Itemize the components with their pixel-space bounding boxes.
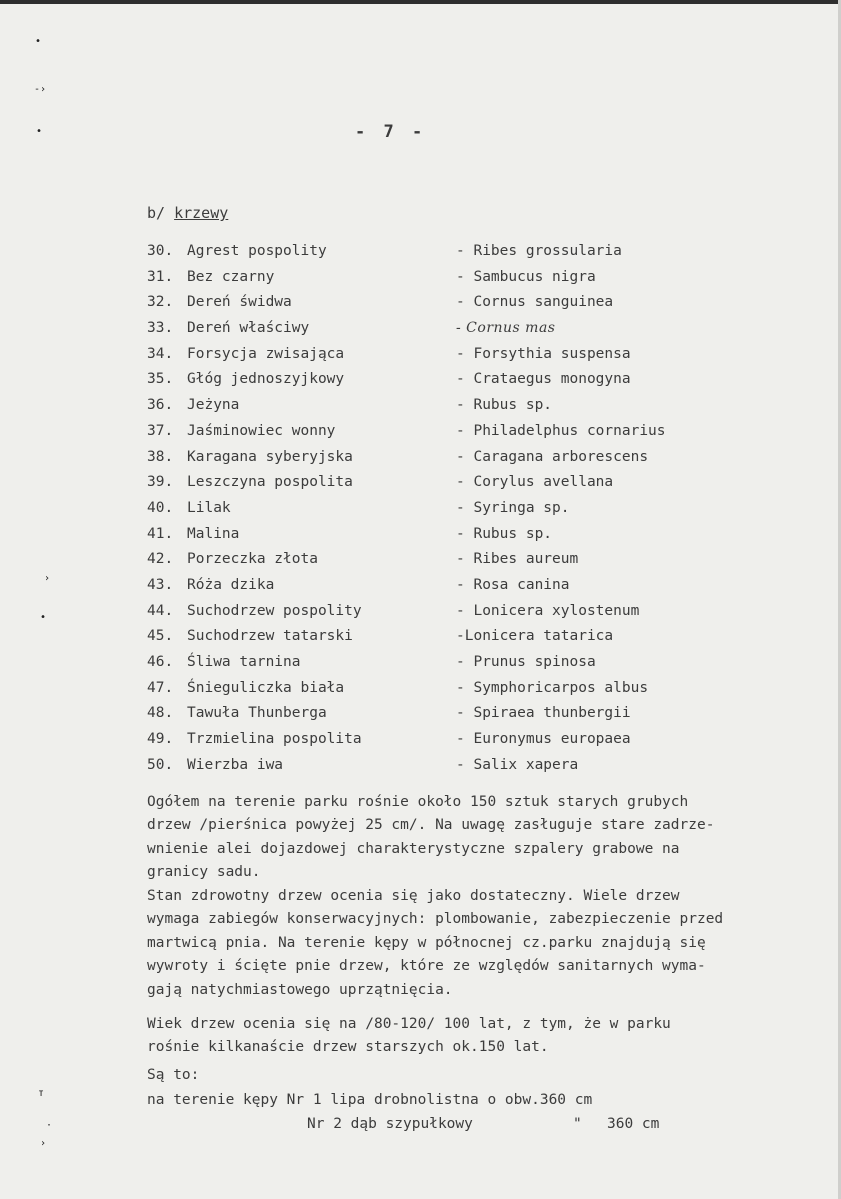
shrub-latin-name: - Crataegus monogyna	[456, 371, 631, 388]
shrub-latin-name: - Syringa sp.	[456, 499, 570, 516]
shrub-polish-name: Wierzba iwa	[187, 756, 284, 773]
paragraph-health	[147, 885, 827, 1002]
shrub-number: 35.	[147, 371, 174, 388]
binding-hole-mark: •	[36, 126, 43, 137]
shrub-polish-name: Dereń świdwa	[187, 294, 292, 311]
paragraph-these-are	[147, 1064, 827, 1087]
shrub-number: 48.	[147, 705, 174, 722]
shrub-polish-name: Głóg jednoszyjkowy	[187, 371, 345, 388]
paragraph-line: Stan zdrowotny drzew ocenia się jako dostateczny. Wiele drzew	[147, 888, 680, 904]
shrub-row	[147, 320, 747, 346]
shrub-row	[147, 526, 747, 552]
shrub-number: 31.	[147, 268, 174, 285]
binding-hole-mark: ·	[46, 1120, 53, 1131]
paragraph-line: rośnie kilkanaście drzew starszych ok.150 lat.	[147, 1039, 549, 1056]
shrub-latin-name: - Rubus sp.	[456, 397, 553, 414]
paragraph-line: drzew /pierśnica powyżej 25 cm/. Na uwagę zasługuje stare zadrze-	[147, 817, 715, 834]
section-prefix: b/	[147, 204, 166, 222]
paragraph-line: wymaga zabiegów konserwacyjnych: plombowanie, zabezpieczenie przed	[147, 911, 724, 928]
binding-hole-mark: т	[38, 1088, 45, 1099]
paragraph-line: wnienie alei dojazdowej charakterystyczne szpalery grabowe na	[147, 840, 680, 857]
shrub-number: 42.	[147, 551, 174, 568]
shrub-latin-name: - Symphoricarpos albus	[456, 679, 649, 696]
shrub-row	[147, 654, 747, 680]
shrub-polish-name: Porzeczka złota	[187, 551, 318, 568]
shrub-latin-name-handwritten: - Cornus mas	[456, 320, 556, 337]
shrub-polish-name: Śnieguliczka biała	[187, 679, 345, 696]
shrub-latin-name: -Lonicera tatarica	[456, 628, 614, 645]
shrub-number: 33.	[147, 320, 174, 337]
shrub-polish-name: Tawuła Thunberga	[187, 705, 327, 722]
tree-line-1: na terenie kępy Nr 1 lipa drobnolistna o obw.360 cm	[147, 1092, 593, 1108]
shrub-number: 32.	[147, 294, 174, 311]
shrub-latin-name: - Cornus sanguinea	[456, 294, 614, 311]
shrub-number: 36.	[147, 397, 174, 414]
shrub-polish-name: Lilak	[187, 499, 231, 516]
shrub-row	[147, 243, 747, 269]
shrub-number: 46.	[147, 654, 174, 670]
shrub-number: 45.	[147, 628, 174, 645]
shrub-polish-name: Śliwa tarnina	[187, 654, 301, 670]
shrub-polish-name: Suchodrzew pospolity	[187, 602, 362, 619]
shrub-row	[147, 603, 747, 629]
shrub-latin-name: - Rubus sp.	[456, 525, 553, 542]
tree-line-2	[307, 1116, 660, 1132]
paragraph-line: Ogółem na terenie parku rośnie około 150 sztuk starych grubych	[147, 794, 689, 810]
shrub-polish-name: Agrest pospolity	[187, 243, 327, 259]
old-trees-list	[147, 1092, 660, 1132]
paragraph-line: Są to:	[147, 1067, 200, 1083]
paragraph-line: Wiek drzew ocenia się na /80-120/ 100 lat, z tym, że w parku	[147, 1016, 671, 1032]
shrub-latin-name: - Ribes aureum	[456, 551, 579, 568]
shrub-number: 34.	[147, 345, 174, 362]
paragraph-line: gają natychmiastowego uprzątnięcia.	[147, 981, 453, 998]
shrub-row	[147, 551, 747, 577]
shrub-polish-name: Róża dzika	[187, 576, 275, 593]
shrub-number: 41.	[147, 525, 174, 542]
shrub-row	[147, 705, 747, 731]
binding-hole-mark: •	[40, 612, 47, 623]
paragraph-overview	[147, 791, 827, 885]
ditto-mark: "	[573, 1116, 582, 1132]
shrub-row	[147, 680, 747, 706]
shrub-polish-name: Suchodrzew tatarski	[187, 628, 353, 645]
shrub-row	[147, 371, 747, 397]
shrub-row	[147, 449, 747, 475]
shrub-row	[147, 731, 747, 757]
binding-hole-mark: ›	[40, 1138, 47, 1149]
shrub-number: 40.	[147, 499, 174, 516]
paragraph-line: wywroty i ścięte pnie drzew, które ze względów sanitarnych wyma-	[147, 958, 706, 975]
shrub-latin-name: - Euronymus europaea	[456, 731, 631, 748]
shrub-row	[147, 397, 747, 423]
section-heading	[147, 204, 228, 222]
shrub-number: 38.	[147, 448, 174, 465]
shrub-row	[147, 757, 747, 783]
shrub-polish-name: Bez czarny	[187, 268, 275, 285]
shrub-number: 37.	[147, 422, 174, 439]
scan-top-edge	[0, 0, 841, 4]
shrub-row	[147, 577, 747, 603]
shrub-number: 43.	[147, 576, 174, 593]
shrub-polish-name: Leszczyna pospolita	[187, 474, 353, 491]
section-title: krzewy	[174, 204, 229, 222]
shrub-row	[147, 423, 747, 449]
shrub-polish-name: Malina	[187, 525, 240, 542]
shrub-latin-name: - Sambucus nigra	[456, 268, 596, 285]
page-number: - 7 -	[355, 122, 427, 142]
paragraph-line: granicy sadu.	[147, 864, 261, 881]
shrub-latin-name: - Spiraea thunbergii	[456, 705, 631, 722]
shrub-latin-name: - Caragana arborescens	[456, 448, 649, 465]
shrub-polish-name: Jaśminowiec wonny	[187, 422, 336, 439]
shrub-polish-name: Jeżyna	[187, 397, 240, 414]
shrub-row	[147, 474, 747, 500]
shrub-row	[147, 269, 747, 295]
shrub-number: 49.	[147, 731, 174, 748]
shrub-latin-name: - Rosa canina	[456, 576, 570, 593]
shrub-number: 44.	[147, 602, 174, 619]
shrub-latin-name: - Corylus avellana	[456, 474, 614, 491]
binding-hole-mark: •	[35, 36, 42, 47]
shrub-latin-name: - Salix xapera	[456, 756, 579, 773]
shrub-row	[147, 628, 747, 654]
shrub-polish-name: Karagana syberyjska	[187, 448, 353, 465]
paragraph-age	[147, 1013, 827, 1060]
tree-line-2-label: Nr 2 dąb szypułkowy	[307, 1116, 473, 1132]
shrub-number: 39.	[147, 474, 174, 491]
shrub-latin-name: - Lonicera xylostenum	[456, 602, 640, 619]
shrub-list	[147, 243, 747, 782]
tree-line-2-value: 360 cm	[607, 1116, 660, 1132]
shrub-row	[147, 500, 747, 526]
shrub-row	[147, 346, 747, 372]
shrub-polish-name: Dereń właściwy	[187, 320, 310, 337]
shrub-latin-name: - Ribes grossularia	[456, 243, 622, 259]
binding-hole-mark: ›	[44, 573, 51, 584]
shrub-number: 30.	[147, 243, 174, 259]
shrub-polish-name: Trzmielina pospolita	[187, 731, 362, 748]
shrub-number: 50.	[147, 756, 174, 773]
shrub-row	[147, 294, 747, 320]
shrub-latin-name: - Forsythia suspensa	[456, 345, 631, 362]
shrub-number: 47.	[147, 679, 174, 696]
shrub-latin-name: - Prunus spinosa	[456, 654, 596, 670]
shrub-polish-name: Forsycja zwisająca	[187, 345, 345, 362]
binding-hole-mark: -›	[34, 84, 47, 95]
paragraph-line: martwicą pnia. Na terenie kępy w północnej cz.parku znajdują się	[147, 934, 706, 951]
shrub-latin-name: - Philadelphus cornarius	[456, 422, 666, 439]
